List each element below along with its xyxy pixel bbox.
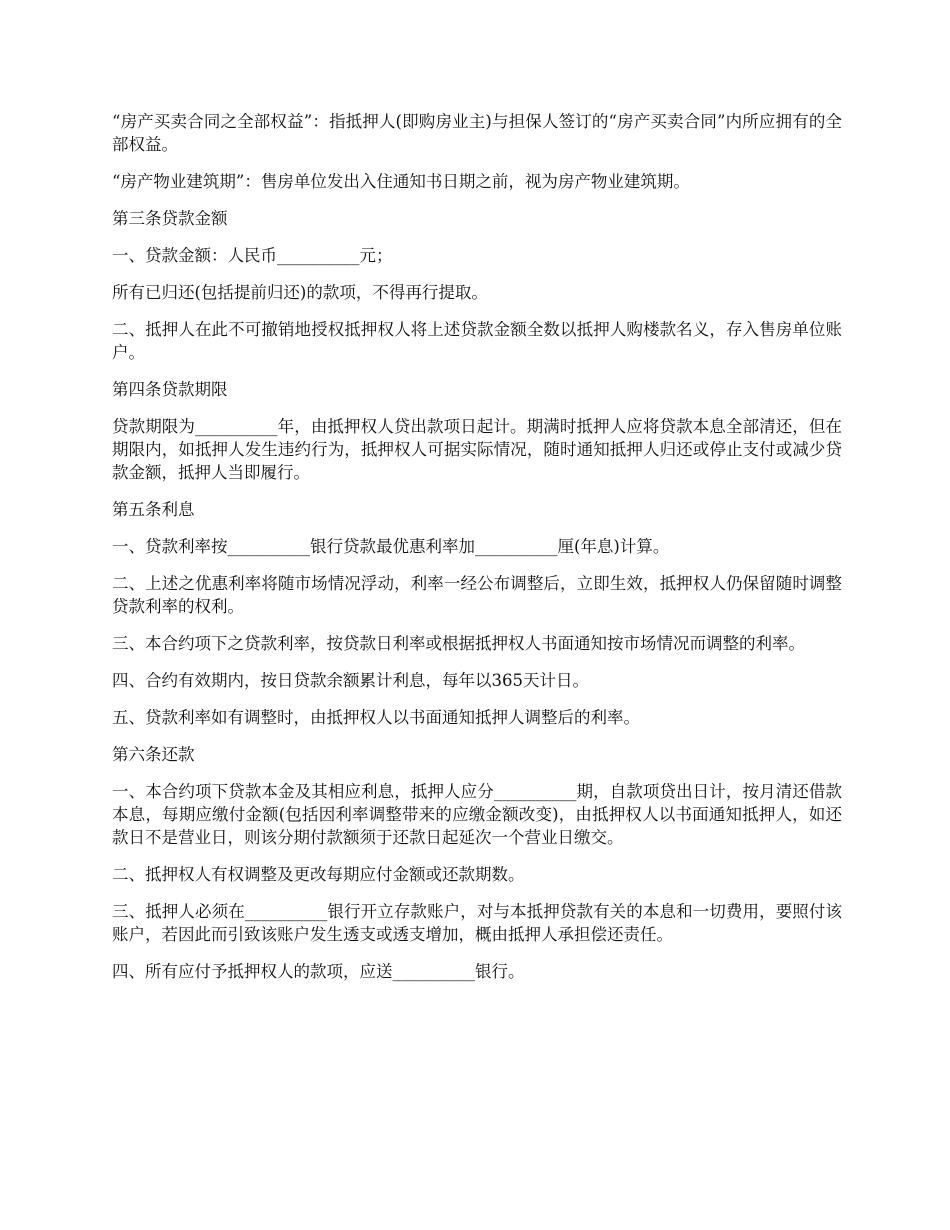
clause-paragraph: 一、贷款利率按__________银行贷款最优惠利率加__________厘(年息)计算。	[112, 537, 670, 556]
clause-paragraph: 二、抵押人在此不可撤销地授权抵押权人将上述贷款金额全数以抵押人购楼款名义，存入售房单位账户。	[112, 320, 842, 362]
clause-paragraph: 二、上述之优惠利率将随市场情况浮动，利率一经公布调整后，立即生效，抵押权人仍保留随时调整贷款利率的权利。	[112, 574, 842, 616]
clause-paragraph: 四、所有应付予抵押权人的款项，应送__________银行。	[112, 962, 525, 981]
clause-paragraph: 三、抵押人必须在__________银行开立存款账户，对与本抵押贷款有关的本息和一切费用，要照付该账户，若因此而引致该账户发生透支或透支增加，概由抵押人承担偿还责任。	[112, 902, 842, 944]
section-heading: 第五条利息	[112, 500, 195, 519]
section-heading: 第四条贷款期限	[112, 380, 228, 399]
clause-paragraph: 三、本合约项下之贷款利率，按贷款日利率或根据抵押权人书面通知按市场情况而调整的利率。	[112, 634, 805, 653]
definition-paragraph: “房产物业建筑期”：售房单位发出入住通知书日期之前，视为房产物业建筑期。	[112, 172, 690, 191]
clause-paragraph: 五、贷款利率如有调整时，由抵押权人以书面通知抵押人调整后的利率。	[112, 708, 640, 727]
clause-paragraph: 四、合约有效期内，按日贷款余额累计利息，每年以365天计日。	[112, 671, 589, 690]
clause-paragraph: 所有已归还(包括提前归还)的款项，不得再行提取。	[112, 283, 488, 302]
document-page	[112, 110, 842, 997]
clause-paragraph: 一、本合约项下贷款本金及其相应利息，抵押人应分__________期，自款项贷出日计，按月清还借款本息，每期应缴付金额(包括因利率调整带来的应缴金额改变)，由抵押权人以书面通知抵押人，如还款日不是营业日，则该分期付款额须于还款日起延次一个营业日缴交。	[112, 782, 842, 847]
clause-paragraph: 二、抵押权人有权调整及更改每期应付金额或还款期数。	[112, 865, 525, 884]
definition-paragraph: “房产买卖合同之全部权益”：指抵押人(即购房业主)与担保人签订的“房产买卖合同”内所应拥有的全部权益。	[112, 112, 842, 154]
clause-paragraph: 一、贷款金额：人民币__________元；	[112, 246, 393, 265]
section-heading: 第三条贷款金额	[112, 209, 228, 228]
section-heading: 第六条还款	[112, 745, 195, 764]
clause-paragraph: 贷款期限为__________年，由抵押权人贷出款项日起计。期满时抵押人应将贷款本息全部清还，但在期限内，如抵押人发生违约行为，抵押权人可据实际情况，随时通知抵押人归还或停止支付或减少贷款金额，抵押人当即履行。	[112, 417, 842, 482]
